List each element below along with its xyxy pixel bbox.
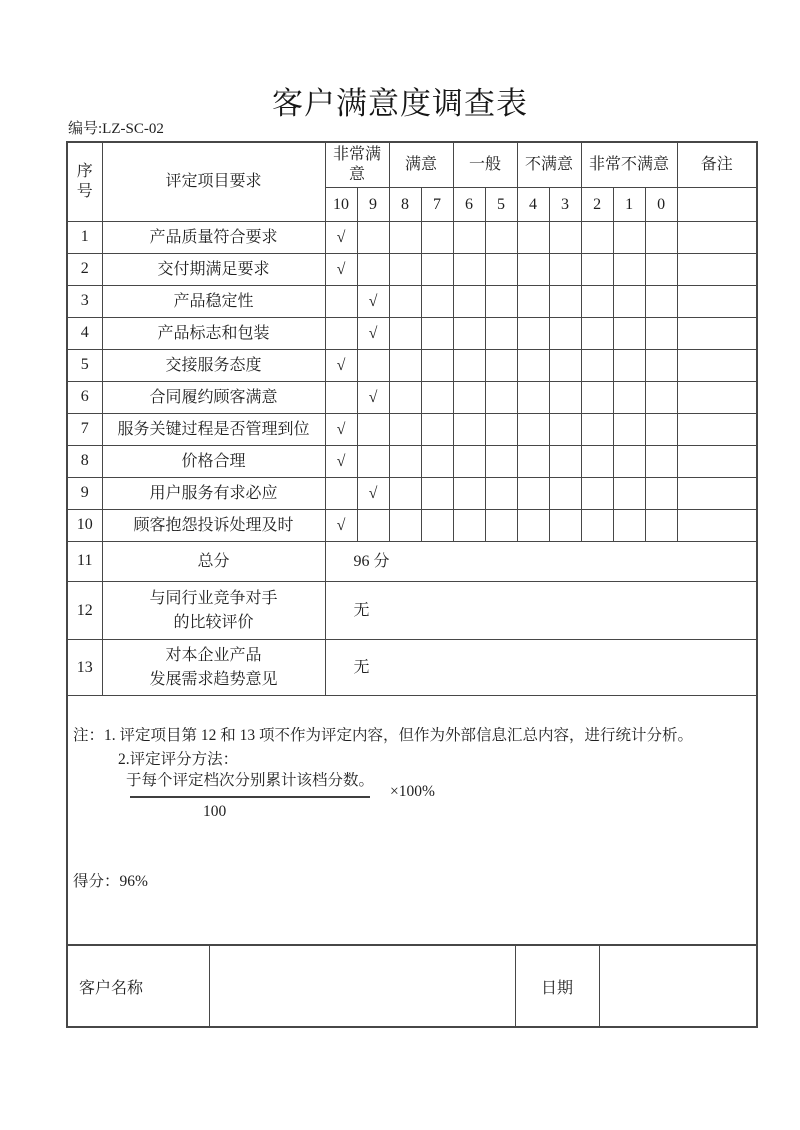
score-cell [645,510,677,542]
score-cell [517,318,549,350]
row-item-label: 合同履约顾客满意 [102,382,325,414]
score-col-0: 0 [645,188,677,222]
row-item-label: 用户服务有求必应 [102,478,325,510]
score-cell [485,318,517,350]
survey-table [66,141,758,946]
score-cell [645,222,677,254]
date-value [599,945,757,1027]
score-cell [421,350,453,382]
note-line-1: 注：1. 评定项目第 12 和 13 项不作为评定内容，但作为外部信息汇总内容，进行统计分析。 [73,727,694,744]
score-cell [485,222,517,254]
table-row [67,414,757,446]
score-col-5: 5 [485,188,517,222]
score-cell [613,414,645,446]
score-cell [581,350,613,382]
score-cell [453,446,485,478]
remark-cell [677,478,757,510]
score-cell [453,382,485,414]
customer-name-label: 客户名称 [67,945,209,1027]
score-cell [453,350,485,382]
score-col-3: 3 [549,188,581,222]
row-number: 12 [67,582,102,640]
score-cell [549,286,581,318]
customer-name-value [209,945,515,1027]
score-cell [389,446,421,478]
checkmark-cell: √ [357,382,389,414]
remark-cell [677,446,757,478]
score-cell [645,478,677,510]
score-col-7: 7 [421,188,453,222]
score-cell [613,254,645,286]
score-col-10: 10 [325,188,357,222]
score-cell [357,222,389,254]
score-cell [325,318,357,350]
score-cell [549,350,581,382]
summary-row [67,582,757,640]
footer-row [67,945,757,1027]
row-number: 4 [67,318,102,350]
survey-form [66,141,758,1028]
checkmark-cell: √ [357,318,389,350]
score-cell [389,350,421,382]
row-number: 7 [67,414,102,446]
col-header-seq: 序号 [67,142,102,222]
score-cell [517,382,549,414]
score-cell [485,382,517,414]
score-col-4: 4 [517,188,549,222]
remark-cell [677,350,757,382]
score-cell [613,222,645,254]
score-cell [421,382,453,414]
score-cell [485,414,517,446]
fraction-multiplier: ×100% [390,783,435,800]
score-cell [325,478,357,510]
score-cell [357,350,389,382]
score-cell [357,446,389,478]
score-cell [357,254,389,286]
score-cell [389,254,421,286]
row-number: 13 [67,640,102,696]
score-cell [517,350,549,382]
date-label: 日期 [515,945,599,1027]
checkmark-cell: √ [325,414,357,446]
row-number: 11 [67,542,102,582]
fraction-rule [130,796,370,798]
score-cell [517,478,549,510]
score-cell [389,318,421,350]
score-cell [517,414,549,446]
remark-cell [677,382,757,414]
score-cell [517,286,549,318]
row-number: 5 [67,350,102,382]
score-cell [485,446,517,478]
score-cell [549,510,581,542]
score-cell [517,254,549,286]
score-cell [453,286,485,318]
row-item-label: 产品质量符合要求 [102,222,325,254]
score-cell [485,286,517,318]
score-cell [389,478,421,510]
row-item-label: 产品稳定性 [102,286,325,318]
checkmark-cell: √ [357,478,389,510]
score-cell [645,414,677,446]
page-title: 客户满意度调查表 [272,86,528,121]
score-cell [581,286,613,318]
score-cell [389,286,421,318]
col-header-dissatisfied: 不满意 [517,142,581,188]
score-cell [421,446,453,478]
row-number: 9 [67,478,102,510]
table-row [67,446,757,478]
score-cell [517,510,549,542]
col-header-very-satisfied: 非常满意 [325,142,389,188]
row-item-label: 交接服务态度 [102,350,325,382]
row-number: 6 [67,382,102,414]
score-col-9: 9 [357,188,389,222]
score-cell [421,510,453,542]
score-cell [613,318,645,350]
score-cell [549,478,581,510]
score-cell [389,222,421,254]
score-cell [645,318,677,350]
row-item-label: 对本企业产品 发展需求趋势意见 [102,640,325,696]
score-cell [581,382,613,414]
table-row [67,350,757,382]
checkmark-cell: √ [325,350,357,382]
checkmark-cell: √ [325,222,357,254]
score-cell [613,350,645,382]
score-cell [485,478,517,510]
score-cell [453,478,485,510]
checkmark-cell: √ [325,254,357,286]
score-cell [549,446,581,478]
table-row [67,318,757,350]
checkmark-cell: √ [325,510,357,542]
row-number: 3 [67,286,102,318]
score-cell [325,286,357,318]
score-cell [581,414,613,446]
remark-cell [677,222,757,254]
score-cell [581,446,613,478]
fraction-denominator: 100 [203,803,227,820]
score-cell [453,414,485,446]
row-item-label: 总分 [102,542,325,582]
remark-cell [677,318,757,350]
score-cell [357,510,389,542]
score-cell [645,446,677,478]
row-item-label: 交付期满足要求 [102,254,325,286]
survey-body [67,222,757,696]
notes-cell [67,696,757,946]
score-cell [453,222,485,254]
table-row [67,286,757,318]
row-value: 96 分 [325,542,757,582]
col-header-remark: 备注 [677,142,757,188]
score-cell [613,382,645,414]
summary-row [67,640,757,696]
row-item-label: 价格合理 [102,446,325,478]
score-col-2: 2 [581,188,613,222]
score-cell [549,222,581,254]
score-cell [581,222,613,254]
remark-cell [677,510,757,542]
score-cell [485,510,517,542]
fraction-numerator: 于每个评定档次分别累计该档分数。 [126,772,375,789]
score-cell [645,286,677,318]
score-cell [453,318,485,350]
remark-header-empty-cell [677,188,757,222]
remark-cell [677,286,757,318]
score-cell [485,254,517,286]
table-row [67,382,757,414]
table-row [67,510,757,542]
row-item-label: 产品标志和包装 [102,318,325,350]
score-cell [613,510,645,542]
footer-table [66,944,758,1028]
score-cell [517,446,549,478]
score-cell [453,510,485,542]
doc-number: 编号:LZ-SC-02 [68,121,164,137]
summary-row [67,542,757,582]
score-cell [581,510,613,542]
col-header-satisfied: 满意 [389,142,453,188]
score-cell [549,382,581,414]
score-cell [645,382,677,414]
score-cell [421,318,453,350]
score-cell [613,478,645,510]
row-item-label: 与同行业竞争对手 的比较评价 [102,582,325,640]
col-header-item: 评定项目要求 [102,142,325,222]
score-cell [517,222,549,254]
score-cell [421,222,453,254]
score-cell [645,350,677,382]
score-cell [421,478,453,510]
header-row-groups [67,142,757,188]
row-value: 无 [325,582,757,640]
score-cell [389,510,421,542]
row-number: 10 [67,510,102,542]
notes-row [67,696,757,946]
score-cell [485,350,517,382]
row-number: 1 [67,222,102,254]
score-col-1: 1 [613,188,645,222]
table-row [67,478,757,510]
score-cell [453,254,485,286]
row-number: 2 [67,254,102,286]
table-row [67,254,757,286]
checkmark-cell: √ [357,286,389,318]
score-cell [549,254,581,286]
col-header-average: 一般 [453,142,517,188]
table-row [67,222,757,254]
score-cell [549,318,581,350]
score-cell [421,414,453,446]
row-value: 无 [325,640,757,696]
score-cell [421,254,453,286]
score-cell [581,254,613,286]
row-item-label: 顾客抱怨投诉处理及时 [102,510,325,542]
row-item-label: 服务关键过程是否管理到位 [102,414,325,446]
remark-cell [677,254,757,286]
score-col-8: 8 [389,188,421,222]
score-result: 得分：96% [73,873,148,890]
score-cell [389,382,421,414]
score-cell [581,318,613,350]
score-cell [549,414,581,446]
score-cell [613,286,645,318]
score-cell [645,254,677,286]
checkmark-cell: √ [325,446,357,478]
row-number: 8 [67,446,102,478]
score-cell [421,286,453,318]
score-col-6: 6 [453,188,485,222]
score-cell [357,414,389,446]
col-header-very-dissatisfied: 非常不满意 [581,142,677,188]
score-cell [325,382,357,414]
score-cell [613,446,645,478]
score-cell [581,478,613,510]
note-line-2: 2.评定评分方法： [118,751,239,768]
score-cell [389,414,421,446]
remark-cell [677,414,757,446]
